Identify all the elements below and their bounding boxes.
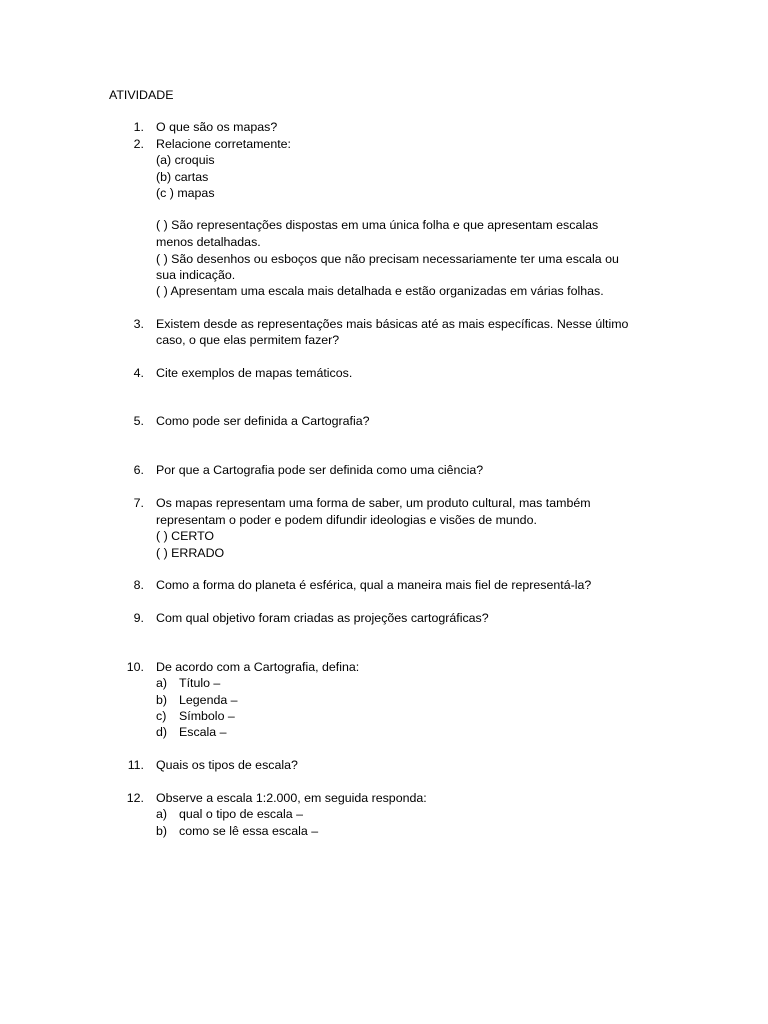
question-5-text: Como pode ser definida a Cartografia? <box>156 414 370 428</box>
question-8-number: 8. <box>133 578 144 592</box>
question-6-number: 6. <box>133 463 144 477</box>
document-title: ATIVIDADE <box>109 88 174 102</box>
question-10-item-text: Título – <box>179 676 221 690</box>
question-5-number: 5. <box>133 414 144 428</box>
question-10-item-text: Legenda – <box>179 693 238 707</box>
question-10-item-mark: b) <box>156 693 168 707</box>
question-10-item-mark: a) <box>156 676 168 690</box>
question-3-line: caso, o que elas permitem fazer? <box>156 333 340 347</box>
question-4-number: 4. <box>133 366 144 380</box>
question-2-statement-line: ( ) São desenhos ou esboços que não precisam necessariamente ter uma escala ou <box>156 252 619 266</box>
question-2-text: Relacione corretamente: <box>156 137 291 151</box>
question-7-line: representam o poder e podem difundir ideologias e visões de mundo. <box>156 513 537 527</box>
question-12-item-mark: a) <box>156 807 168 821</box>
question-2-option-a: (a) croquis <box>156 153 215 167</box>
question-2-option-b: (b) cartas <box>156 170 209 184</box>
question-10-item-mark: c) <box>156 709 167 723</box>
question-9-text: Com qual objetivo foram criadas as projeções cartográficas? <box>156 611 489 625</box>
question-10-item-mark: d) <box>156 725 168 739</box>
question-7-number: 7. <box>133 496 144 510</box>
question-2-statement-line: ( ) Apresentam uma escala mais detalhada e estão organizadas em várias folhas. <box>156 284 604 298</box>
question-12-item-text: como se lê essa escala – <box>179 824 319 838</box>
question-11-text: Quais os tipos de escala? <box>156 758 298 772</box>
question-4-text: Cite exemplos de mapas temáticos. <box>156 366 353 380</box>
question-10-item-text: Símbolo – <box>179 709 235 723</box>
question-2-statement-line: menos detalhadas. <box>156 235 261 249</box>
question-3-line: Existem desde as representações mais básicas até as mais específicas. Nesse último <box>156 317 629 331</box>
question-11-number: 11. <box>127 758 144 772</box>
question-12-item-mark: b) <box>156 824 168 838</box>
question-12-number: 12. <box>126 791 144 805</box>
question-2-statement-line: ( ) São representações dispostas em uma única folha e que apresentam escalas <box>156 218 599 232</box>
question-1-number: 1. <box>133 120 144 134</box>
question-6-text: Por que a Cartografia pode ser definida como uma ciência? <box>156 463 484 477</box>
question-9-number: 9. <box>133 611 144 625</box>
question-12-item-text: qual o tipo de escala – <box>179 807 303 821</box>
question-7-line: Os mapas representam uma forma de saber, um produto cultural, mas também <box>156 496 591 510</box>
question-1-text: O que são os mapas? <box>156 120 278 134</box>
question-10-text: De acordo com a Cartografia, defina: <box>156 660 360 674</box>
question-7-option-certo: ( ) CERTO <box>156 529 215 543</box>
question-10-number: 10. <box>126 660 144 674</box>
question-10-item-text: Escala – <box>179 725 227 739</box>
question-7-option-errado: ( ) ERRADO <box>156 546 225 560</box>
question-12-text: Observe a escala 1:2.000, em seguida responda: <box>156 791 427 805</box>
question-3-number: 3. <box>133 317 144 331</box>
question-2-number: 2. <box>133 137 144 151</box>
question-2-option-c: (c ) mapas <box>156 186 215 200</box>
question-2-statement-line: sua indicação. <box>156 268 236 282</box>
question-8-text: Como a forma do planeta é esférica, qual a maneira mais fiel de representá-la? <box>156 578 592 592</box>
